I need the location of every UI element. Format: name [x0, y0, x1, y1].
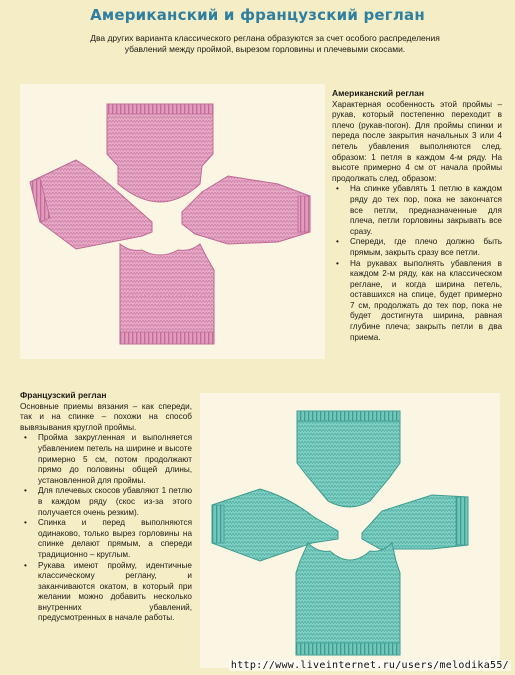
back-piece	[297, 411, 400, 507]
right-sleeve-cuff	[298, 196, 310, 232]
right-sleeve	[182, 176, 310, 244]
american-raglan-heading: Американский реглан	[332, 88, 424, 98]
french-raglan-list	[20, 433, 192, 624]
front-piece	[120, 244, 214, 344]
back-piece	[107, 104, 213, 202]
right-sleeve-cuff	[456, 497, 468, 545]
list-item: • Спинка и перед выполняются одинаково, только вырез горловины на спинке делают прямым, а спереди традиционно – круглым.	[20, 518, 192, 560]
american-raglan-paragraph: Характерная особенность этой проймы – рукав, который постепенно переходит в плечо (рукав-погон). Для проймы спинки и переда после закрытия начальных 3 или 4 петель убавления выполняются след. образом: 1 петля в каждом 4-м ряду. На высоте примерно 4 см от начала проймы продолжать след. образом:	[332, 99, 502, 183]
front-piece	[296, 543, 400, 655]
list-item: • Спереди, где плечо должно быть прямым, закрыть сразу все петли.	[332, 237, 502, 258]
back-ribbing	[107, 104, 213, 114]
french-raglan-text	[20, 390, 192, 624]
american-raglan-text	[332, 88, 502, 343]
page-title: Американский и французский реглан	[90, 6, 425, 24]
list-item: • На спинке убавлять 1 петлю в каждом ряду до тех пор, пока не закончатся все петли, предназначенные для плеча, петли горловины закрывать все сразу.	[332, 184, 502, 237]
list-item: • Пройма закругленная и выполняется убавлением петель на ширине и высоте примерно 5 см, потом продолжают прямо до половины общей длины, установленной для проймы.	[20, 433, 192, 486]
american-raglan-list	[332, 184, 502, 343]
left-sleeve-cuff	[212, 505, 224, 543]
american-raglan-diagram-panel	[20, 84, 325, 359]
right-sleeve	[362, 495, 468, 549]
american-raglan-diagram	[20, 84, 325, 359]
intro-paragraph: Два других варианта классического реглана образуются за счет особого распределения убавлений между проймой, вырезом горловины и плечевыми скосами.	[90, 33, 440, 54]
french-raglan-diagram-panel	[200, 393, 500, 668]
list-item: • Рукава имеют пройму, идентичные классическому реглану, и заканчиваются окатом, в который при желании можно добавить несколько внутренних убавлений, предусмотренных в начале работы.	[20, 561, 192, 625]
front-ribbing	[120, 332, 214, 344]
french-raglan-diagram	[200, 393, 500, 668]
french-raglan-heading: Французский реглан	[20, 390, 107, 400]
back-ribbing	[297, 411, 400, 421]
list-item: • На рукавах выполнять убавления в каждом 2-м ряду, как на классическом реглане, и когда ширина петель, оставшихся на спице, будет примерно 7 см, продолжать до тех пор, пока не будет достигнута ширина, равная глубине плеча; закрыть петли в два приема.	[332, 259, 502, 344]
french-raglan-paragraph: Основные приемы вязания – как спереди, так и на спинке – похожи на способ вывязывания круглой проймы.	[20, 401, 192, 432]
source-url[interactable]: http://www.liveinternet.ru/users/melodika55/	[230, 660, 509, 671]
list-item: • Для плечевых скосов убавляют 1 петлю в каждом ряду (скос из-за этого получается очень резким).	[20, 486, 192, 518]
front-ribbing	[296, 643, 400, 655]
